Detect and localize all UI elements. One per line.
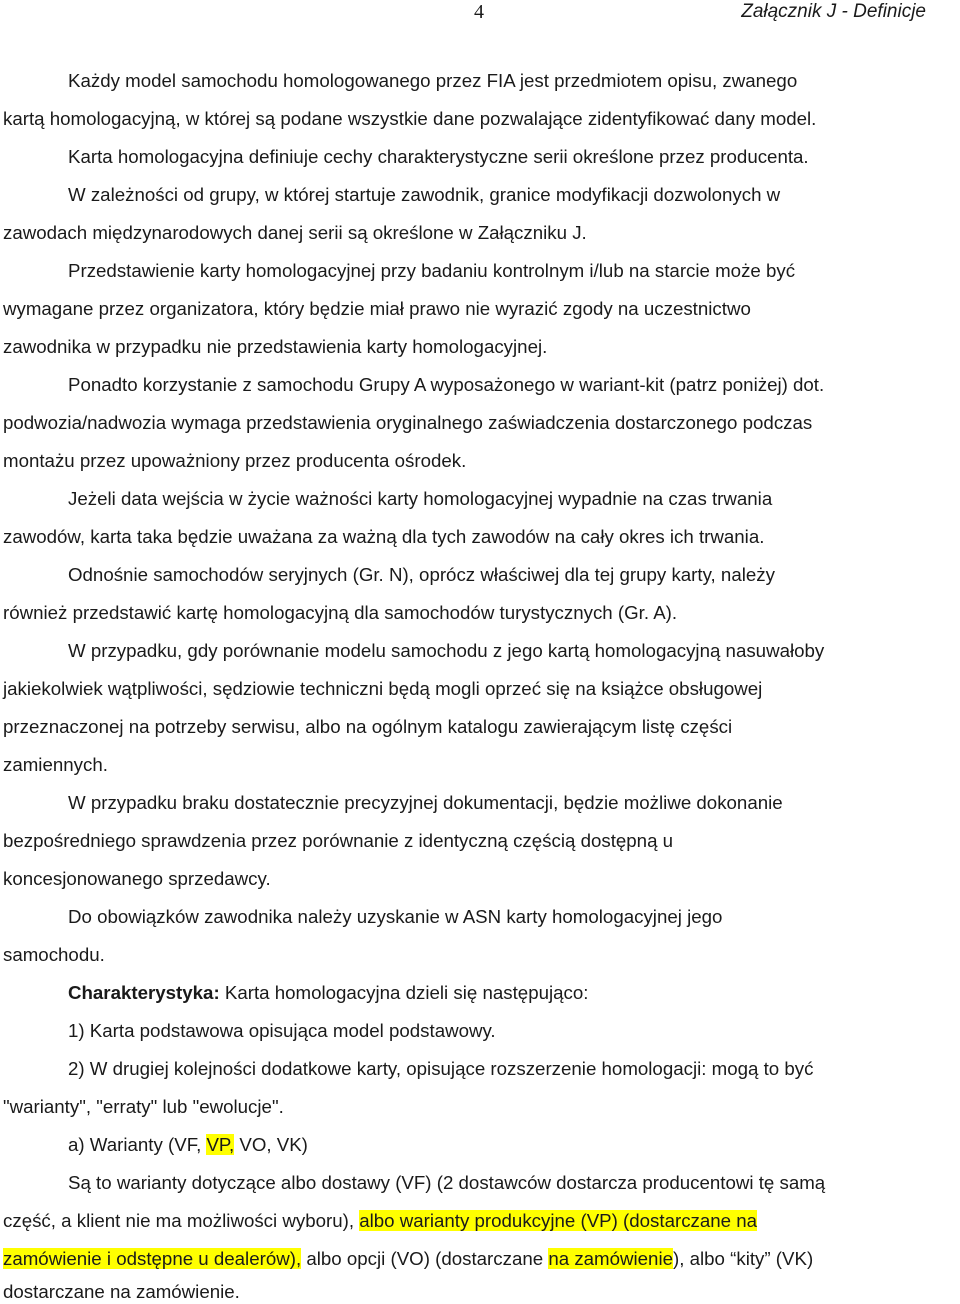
paragraph-line: przeznaczonej na potrzeby serwisu, albo na ogólnym katalogu zawierającym listę części bbox=[3, 716, 733, 737]
paragraph-line: jakiekolwiek wątpliwości, sędziowie techniczni będą mogli oprzeć się na książce obsługowej bbox=[3, 678, 763, 699]
paragraph-line: Odnośnie samochodów seryjnych (Gr. N), oprócz właściwej dla tej grupy karty, należy bbox=[68, 564, 775, 585]
highlighted-text: zamówienie i odstępne u dealerów), bbox=[3, 1248, 302, 1269]
paragraph-line: dostarczane na zamówienie. bbox=[3, 1281, 240, 1302]
paragraph-line: W przypadku braku dostatecznie precyzyjnej dokumentacji, będzie możliwe dokonanie bbox=[68, 792, 783, 813]
paragraph-line: Jeżeli data wejścia w życie ważności karty homologacyjnej wypadnie na czas trwania bbox=[68, 488, 773, 509]
text-run: część, a klient nie ma możliwości wyboru), bbox=[3, 1210, 360, 1231]
paragraph-line: samochodu. bbox=[3, 944, 105, 965]
paragraph-line: koncesjonowanego sprzedawcy. bbox=[3, 868, 271, 889]
paragraph-line: kartą homologacyjną, w której są podane wszystkie dane pozwalające zidentyfikować dany model. bbox=[3, 108, 817, 129]
paragraph-line bbox=[3, 1247, 813, 1271]
list-item bbox=[68, 1133, 308, 1157]
paragraph-line: W przypadku, gdy porównanie modelu samochodu z jego kartą homologacyjną nasuwałoby bbox=[68, 640, 825, 661]
text-run: a) Warianty (VF, bbox=[68, 1134, 207, 1155]
paragraph-line: zamiennych. bbox=[3, 754, 108, 775]
highlighted-text: na zamówienie bbox=[548, 1248, 673, 1269]
paragraph-line: podwozia/nadwozia wymaga przedstawienia oryginalnego zaświadczenia dostarczonego podczas bbox=[3, 412, 813, 433]
paragraph-line: zawodnika w przypadku nie przedstawienia karty homologacyjnej. bbox=[3, 336, 548, 357]
text-run: Karta homologacyjna dzieli się następująco: bbox=[219, 982, 589, 1003]
paragraph-line bbox=[68, 981, 588, 1005]
paragraph-line: Każdy model samochodu homologowanego przez FIA jest przedmiotem opisu, zwanego bbox=[68, 70, 798, 91]
page-header-title: Załącznik J - Definicje bbox=[741, 1, 926, 22]
text-run: VO, VK) bbox=[234, 1134, 308, 1155]
paragraph-line: Do obowiązków zawodnika należy uzyskanie w ASN karty homologacyjnej jego bbox=[68, 906, 723, 927]
paragraph-line: wymagane przez organizatora, który będzie miał prawo nie wyrazić zgody na uczestnictwo bbox=[3, 298, 751, 319]
paragraph-line: Przedstawienie karty homologacyjnej przy badaniu kontrolnym i/lub na starcie może być bbox=[68, 260, 796, 281]
paragraph-line bbox=[3, 1209, 757, 1233]
paragraph-line: montażu przez upoważniony przez producenta ośrodek. bbox=[3, 450, 467, 471]
section-label: Charakterystyka: bbox=[68, 982, 220, 1003]
list-item: 2) W drugiej kolejności dodatkowe karty, opisujące rozszerzenie homologacji: mogą to być bbox=[68, 1058, 814, 1079]
paragraph-line: bezpośredniego sprawdzenia przez porównanie z identyczną częścią dostępną u bbox=[3, 830, 674, 851]
highlighted-text: albo warianty produkcyjne (VP) (dostarczane na bbox=[359, 1210, 758, 1231]
paragraph-line: również przedstawić kartę homologacyjną dla samochodów turystycznych (Gr. A). bbox=[3, 602, 678, 623]
paragraph-line: Karta homologacyjna definiuje cechy charakterystyczne serii określone przez producenta. bbox=[68, 146, 809, 167]
text-run: ), albo “kity” (VK) bbox=[673, 1248, 814, 1269]
paragraph-line: "warianty", "erraty" lub "ewolucje". bbox=[3, 1096, 284, 1117]
paragraph-line: zawodach międzynarodowych danej serii są określone w Załączniku J. bbox=[3, 222, 587, 243]
paragraph-line: W zależności od grupy, w której startuje zawodnik, granice modyfikacji dozwolonych w bbox=[68, 184, 781, 205]
text-run: albo opcji (VO) (dostarczane bbox=[301, 1248, 549, 1269]
paragraph-line: zawodów, karta taka będzie uważana za ważną dla tych zawodów na cały okres ich trwania. bbox=[3, 526, 765, 547]
list-item: 1) Karta podstawowa opisująca model podstawowy. bbox=[68, 1020, 496, 1041]
paragraph-line: Ponadto korzystanie z samochodu Grupy A wyposażonego w wariant-kit (patrz poniżej) dot. bbox=[68, 374, 825, 395]
page-number: 4 bbox=[474, 1, 484, 23]
highlighted-text: VP, bbox=[206, 1134, 235, 1155]
paragraph-line: Są to warianty dotyczące albo dostawy (VF) (2 dostawców dostarcza producentowi tę samą bbox=[68, 1172, 826, 1193]
